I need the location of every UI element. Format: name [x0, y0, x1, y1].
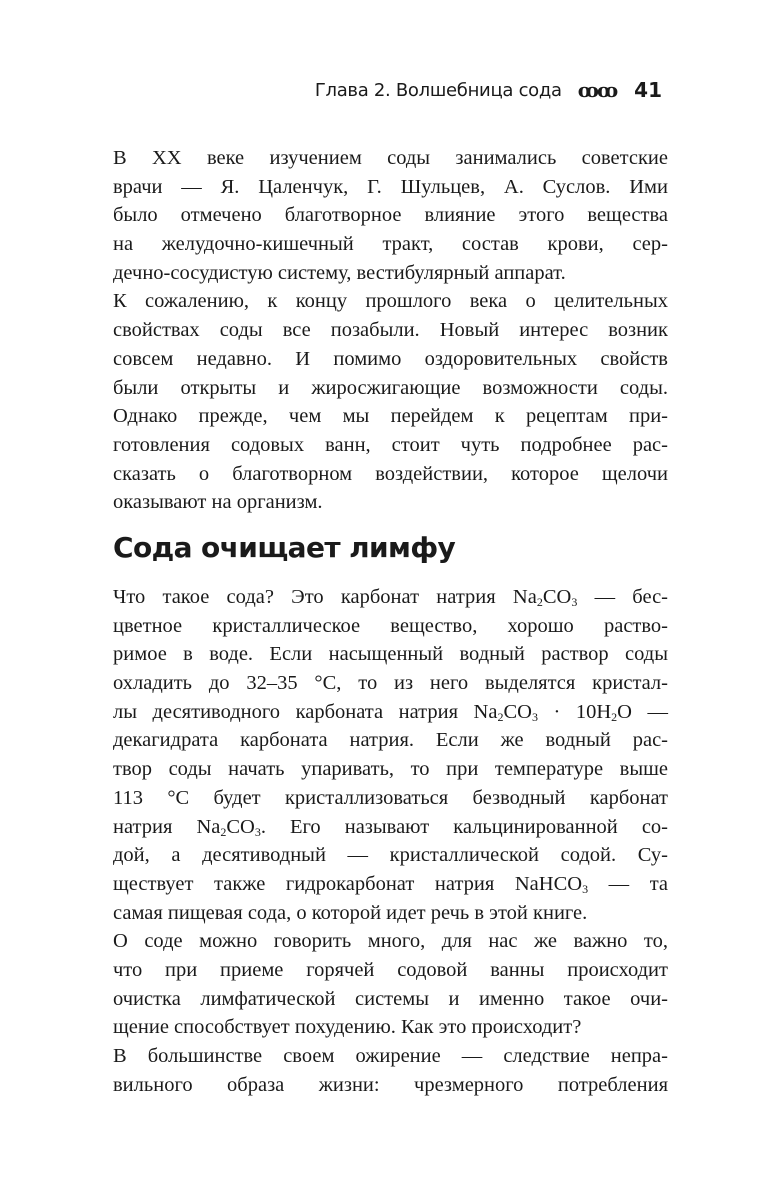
text-segment: CO — [542, 586, 572, 608]
text-segment: 113 °С будет кристаллизоваться безводный карбонат — [113, 786, 668, 809]
text-segment: цветное кристаллическое вещество, хорошо раство- — [113, 614, 668, 637]
subscript: 2 — [536, 595, 543, 609]
text-segment: твор соды начать упаривать, то при температуре выше — [113, 758, 668, 781]
text-line — [113, 784, 668, 813]
subscript: 3 — [531, 709, 538, 724]
text-line — [113, 669, 668, 698]
text-line — [113, 460, 668, 489]
body-text-intro — [113, 144, 668, 517]
text-segment: · 10H — [537, 700, 612, 723]
text-segment: было отмечено благотворное влияние этого вещества — [113, 204, 668, 227]
text-line — [113, 1071, 668, 1100]
text-line — [113, 841, 668, 870]
subscript: 2 — [497, 709, 504, 724]
text-line — [113, 144, 668, 173]
text-segment: O — — [617, 700, 668, 723]
text-segment: К сожалению, к концу прошлого века о целительных — [113, 290, 668, 313]
text-line — [113, 870, 668, 899]
running-header — [315, 78, 662, 102]
text-segment: щение способствует похудению. Как это происходит? — [113, 1016, 582, 1039]
text-segment: CO — [226, 815, 255, 838]
body-text-section — [113, 583, 668, 1099]
text-segment: готовления содовых ванн, стоит чуть подробнее рас- — [113, 433, 668, 456]
text-line — [113, 431, 668, 460]
text-line — [113, 698, 668, 727]
running-title: Глава 2. Волшебница сода — [314, 79, 562, 101]
text-segment: натрия Na — [113, 815, 221, 838]
text-line — [113, 1013, 668, 1042]
subscript: 3 — [571, 595, 578, 609]
text-line — [113, 230, 668, 259]
text-line — [113, 755, 668, 784]
text-segment: дечно-сосудистую систему, вестибулярный аппарат. — [113, 261, 566, 284]
text-segment: римое в воде. Если насыщенный водный раствор соды — [113, 643, 668, 666]
text-line — [113, 345, 668, 374]
text-line — [113, 927, 668, 956]
text-segment: что при приеме горячей содовой ванны происходит — [113, 958, 668, 981]
text-line — [113, 612, 668, 641]
text-line — [113, 583, 668, 612]
text-segment: В большинстве своем ожирение — следствие непра- — [113, 1045, 668, 1067]
subscript: 2 — [611, 709, 618, 724]
text-line — [113, 985, 668, 1014]
ornament-icon: ꝏꝏ — [577, 78, 617, 102]
text-segment: О соде можно говорить много, для нас же важно то, — [113, 930, 668, 953]
text-segment: очистка лимфатической системы и именно такое очи- — [113, 987, 668, 1010]
text-segment: CO — [503, 700, 532, 723]
text-segment: свойствах соды все позабыли. Новый интерес возник — [113, 319, 668, 342]
text-line — [113, 726, 668, 755]
text-line — [113, 402, 668, 431]
text-segment: были открыты и жиросжигающие возможности соды. — [113, 376, 668, 399]
text-segment: — та — [588, 872, 668, 895]
subscript: 3 — [582, 881, 589, 896]
page-number: 41 — [634, 78, 662, 102]
text-segment: врачи — Я. Цаленчук, Г. Шульцев, А. Суслов. Ими — [113, 175, 668, 198]
text-segment: лы десятиводного карбоната натрия Na — [113, 700, 498, 723]
text-line — [113, 956, 668, 985]
text-line — [113, 259, 668, 288]
section-heading: Сода очищает лимфу — [113, 531, 456, 564]
text-line — [113, 488, 668, 517]
text-segment: Что такое сода? Это карбонат натрия Na — [113, 586, 537, 608]
subscript: 3 — [254, 824, 261, 839]
text-segment: В XX веке изучением соды занимались советские — [113, 147, 668, 169]
text-segment: вильного образа жизни: чрезмерного потребления — [113, 1073, 668, 1096]
subscript: 2 — [220, 824, 227, 839]
text-line — [113, 813, 668, 842]
text-segment: сказать о благотворном воздействии, которое щелочи — [113, 462, 668, 485]
text-line — [113, 374, 668, 403]
text-line — [113, 1042, 668, 1071]
text-segment: ществует также гидрокарбонат натрия NaHCO — [113, 872, 583, 895]
text-line — [113, 640, 668, 669]
text-segment: совсем недавно. И помимо оздоровительных свойств — [113, 347, 668, 370]
text-segment: оказывают на организм. — [113, 491, 323, 514]
text-line — [113, 201, 668, 230]
text-segment: на желудочно-кишечный тракт, состав крови, сер- — [113, 233, 668, 256]
text-line — [113, 899, 668, 928]
text-segment: охладить до 32–35 °С, то из него выделятся кристал- — [113, 672, 668, 695]
text-segment: . Его называют кальцинированной со- — [260, 815, 669, 838]
text-segment: самая пищевая сода, о которой идет речь в этой книге. — [113, 901, 588, 924]
text-segment: дой, а десятиводный — кристаллической содой. Су- — [113, 844, 668, 867]
text-segment: Однако прежде, чем мы перейдем к рецептам при- — [113, 405, 668, 428]
text-segment: декагидрата карбоната натрия. Если же водный рас- — [113, 729, 668, 752]
text-line — [113, 287, 668, 316]
text-line — [113, 173, 668, 202]
text-segment: — бес- — [577, 586, 668, 608]
text-line — [113, 316, 668, 345]
